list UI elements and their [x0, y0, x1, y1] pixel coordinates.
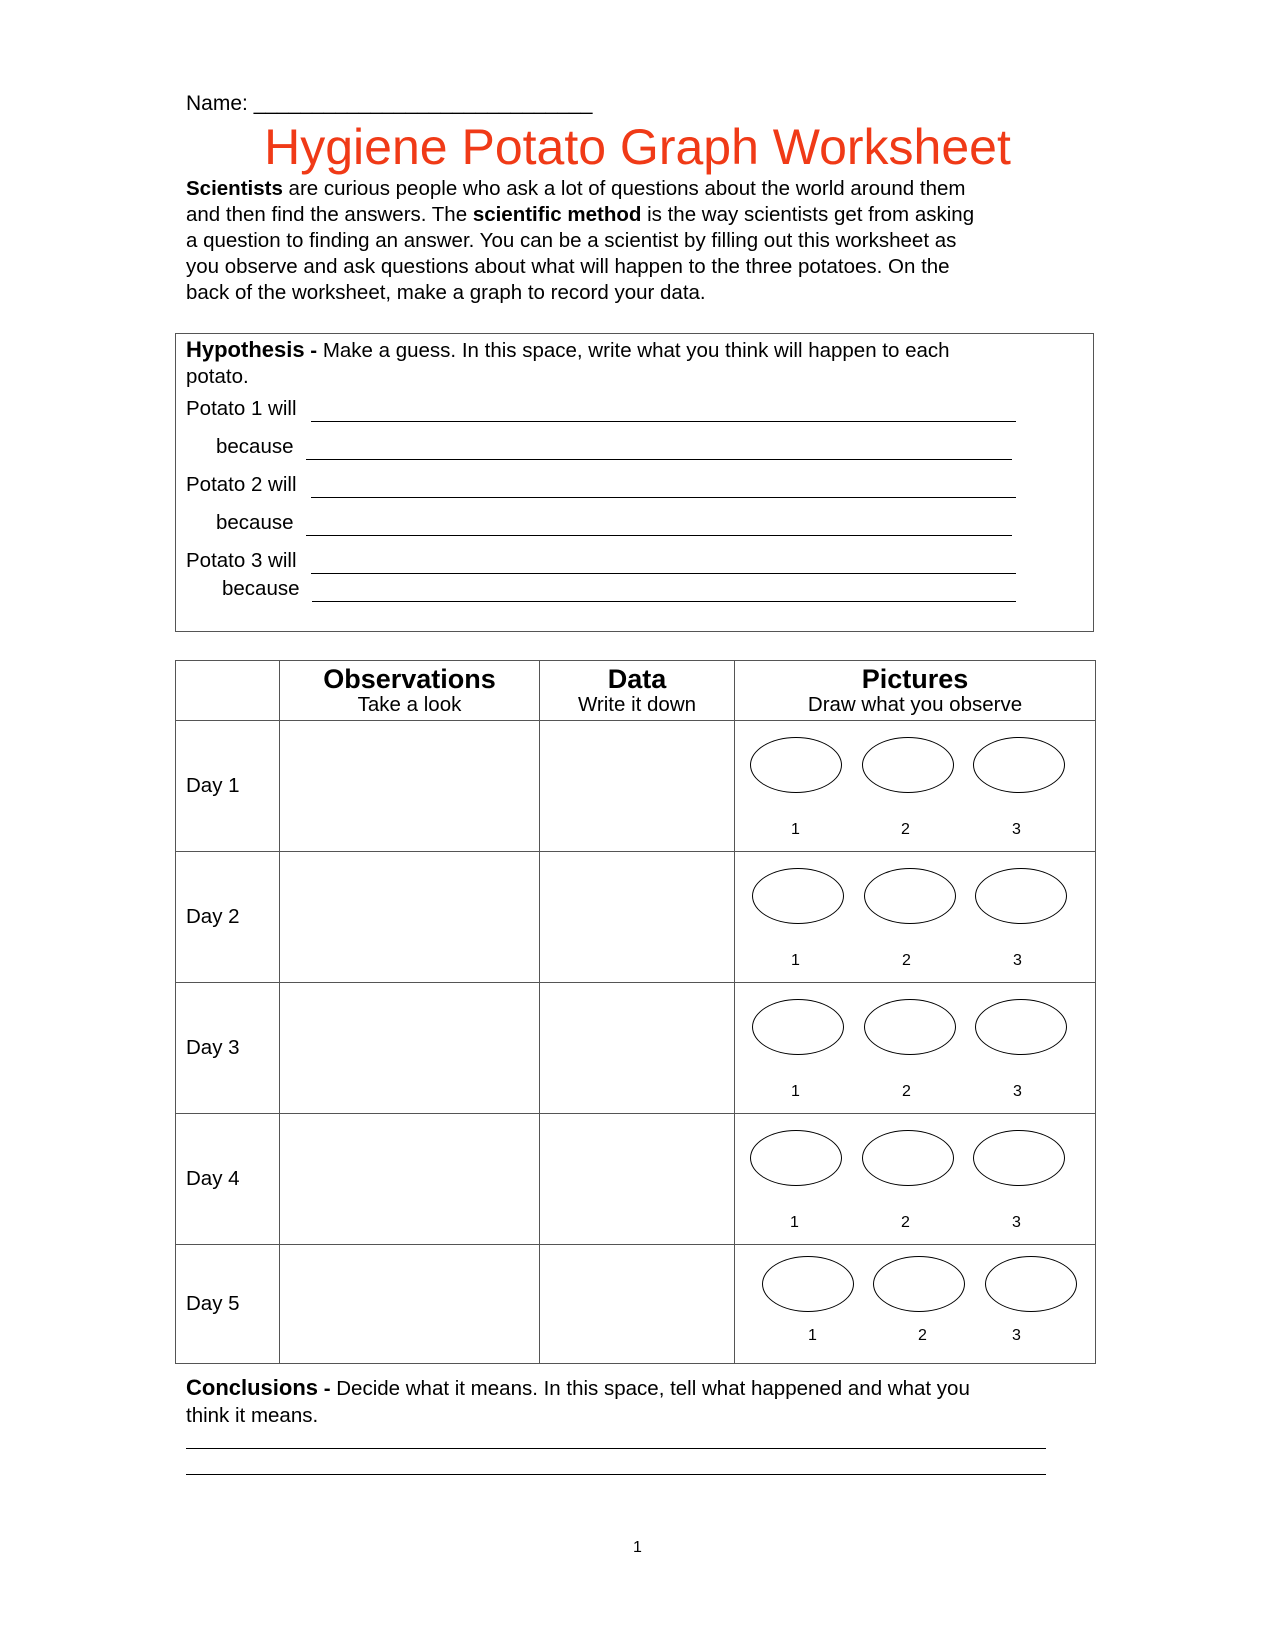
page-number: 1 [633, 1539, 642, 1556]
observations-title: Observations [323, 663, 496, 694]
potato-2-label: Potato 2 will [186, 473, 297, 496]
potato-number: 1 [790, 1214, 799, 1231]
potato-outline-2 [864, 868, 956, 924]
table-row [176, 721, 1096, 852]
name-field[interactable]: _____________________________ [253, 92, 593, 115]
potato-number: 1 [791, 952, 800, 969]
intro-line-5: back of the worksheet, make a graph to record your data. [186, 281, 706, 304]
potato-number: 1 [808, 1327, 817, 1344]
because-2-answer-line[interactable] [306, 535, 1012, 536]
because-1-row [216, 435, 294, 459]
day-label: Day 4 [176, 1114, 280, 1245]
because-1-label: because [216, 435, 294, 458]
hypothesis-dash: - [304, 339, 323, 362]
because-3-label: because [222, 577, 300, 600]
potato-number: 3 [1012, 821, 1021, 838]
potato-1-row [186, 397, 297, 421]
observations-cell[interactable] [280, 983, 540, 1114]
data-subtitle: Write it down [577, 692, 697, 716]
potato-number: 3 [1012, 1327, 1021, 1344]
data-cell[interactable] [540, 1245, 735, 1364]
conclusions-instruction-2: think it means. [186, 1404, 319, 1427]
potato-3-row [186, 549, 297, 573]
observation-table [175, 660, 1096, 1364]
potato-outline-1 [762, 1256, 854, 1312]
table-row [176, 983, 1096, 1114]
data-cell[interactable] [540, 983, 735, 1114]
potato-number: 2 [901, 821, 910, 838]
header-cell-pictures [735, 661, 1096, 721]
observations-cell[interactable] [280, 721, 540, 852]
day-label: Day 5 [176, 1245, 280, 1364]
because-3-answer-line[interactable] [312, 601, 1016, 602]
intro-bold-scientific-method: scientific method [472, 203, 642, 226]
because-2-label: because [216, 511, 294, 534]
potato-1-label: Potato 1 will [186, 397, 297, 420]
hypothesis-instruction-2: potato. [186, 365, 249, 388]
potato-outline-1 [752, 999, 844, 1055]
pictures-title: Pictures [861, 663, 969, 694]
conclusions-answer-line-1[interactable] [186, 1448, 1046, 1449]
data-title: Data [607, 663, 667, 694]
day-label: Day 2 [176, 852, 280, 983]
potato-number: 3 [1013, 952, 1022, 969]
pictures-cell[interactable] [735, 852, 1096, 983]
page-title: Hygiene Potato Graph Worksheet [264, 119, 1011, 175]
header-cell-data [540, 661, 735, 721]
potato-outline-1 [750, 737, 842, 793]
potato-2-answer-line[interactable] [311, 497, 1016, 498]
because-3-row [222, 577, 300, 601]
intro-line-2-pre: and then find the answers. The [186, 203, 473, 226]
potato-3-answer-line[interactable] [311, 573, 1016, 574]
potato-outline-2 [864, 999, 956, 1055]
potato-number: 1 [791, 821, 800, 838]
pictures-cell[interactable] [735, 983, 1096, 1114]
pictures-cell[interactable] [735, 1245, 1096, 1364]
intro-line-4: you observe and ask questions about what will happen to the three potatoes. On the [186, 255, 950, 278]
conclusions-answer-line-2[interactable] [186, 1474, 1046, 1475]
potato-outline-1 [752, 868, 844, 924]
table-header-row [176, 661, 1096, 721]
because-2-row [216, 511, 294, 535]
intro-line-1 [186, 176, 1066, 202]
table-row [176, 852, 1096, 983]
pictures-area [735, 1114, 1095, 1244]
potato-outline-2 [873, 1256, 965, 1312]
conclusions-dash: - [318, 1377, 337, 1400]
potato-number: 2 [918, 1327, 927, 1344]
data-cell[interactable] [540, 721, 735, 852]
observations-cell[interactable] [280, 852, 540, 983]
potato-outline-2 [862, 1130, 954, 1186]
potato-outline-3 [975, 868, 1067, 924]
pictures-area [735, 1245, 1095, 1363]
hypothesis-heading [186, 337, 950, 390]
name-label: Name: [186, 92, 248, 115]
pictures-cell[interactable] [735, 1114, 1096, 1245]
intro-bold-scientists: Scientists [186, 177, 283, 200]
conclusions-section [186, 1374, 970, 1429]
data-cell[interactable] [540, 1114, 735, 1245]
because-1-answer-line[interactable] [306, 459, 1012, 460]
intro-line-2 [186, 202, 1066, 228]
potato-3-label: Potato 3 will [186, 549, 297, 572]
potato-1-answer-line[interactable] [311, 421, 1016, 422]
potato-number: 2 [901, 1214, 910, 1231]
name-row [186, 92, 592, 116]
potato-number: 1 [791, 1083, 800, 1100]
table-row [176, 1114, 1096, 1245]
observations-subtitle: Take a look [357, 692, 462, 716]
potato-number: 3 [1012, 1214, 1021, 1231]
day-label: Day 1 [176, 721, 280, 852]
intro-paragraph [186, 176, 1066, 306]
pictures-area [735, 983, 1095, 1113]
header-cell-blank [176, 661, 280, 721]
potato-outline-3 [973, 737, 1065, 793]
potato-2-row [186, 473, 297, 497]
conclusions-instruction-1: Decide what it means. In this space, tell what happened and what you [336, 1377, 970, 1400]
potato-number: 2 [902, 1083, 911, 1100]
pictures-subtitle: Draw what you observe [807, 692, 1023, 716]
table-row [176, 1245, 1096, 1364]
day-label: Day 3 [176, 983, 280, 1114]
conclusions-title: Conclusions [186, 1375, 319, 1400]
pictures-area [735, 721, 1095, 851]
potato-outline-3 [973, 1130, 1065, 1186]
intro-line-3: a question to finding an answer. You can be a scientist by filling out this worksheet as [186, 229, 957, 252]
potato-outline-3 [975, 999, 1067, 1055]
intro-line-1-text: are curious people who ask a lot of questions about the world around them [282, 177, 966, 200]
potato-outline-1 [750, 1130, 842, 1186]
data-cell[interactable] [540, 852, 735, 983]
header-cell-observations [280, 661, 540, 721]
pictures-area [735, 852, 1095, 982]
pictures-cell[interactable] [735, 721, 1096, 852]
potato-number: 2 [902, 952, 911, 969]
intro-line-2-text: is the way scientists get from asking [641, 203, 975, 226]
hypothesis-title: Hypothesis [186, 337, 305, 362]
observations-cell[interactable] [280, 1245, 540, 1364]
observations-cell[interactable] [280, 1114, 540, 1245]
hypothesis-instruction-1: Make a guess. In this space, write what you think will happen to each [322, 339, 950, 362]
potato-outline-2 [862, 737, 954, 793]
potato-number: 3 [1013, 1083, 1022, 1100]
potato-outline-3 [985, 1256, 1077, 1312]
